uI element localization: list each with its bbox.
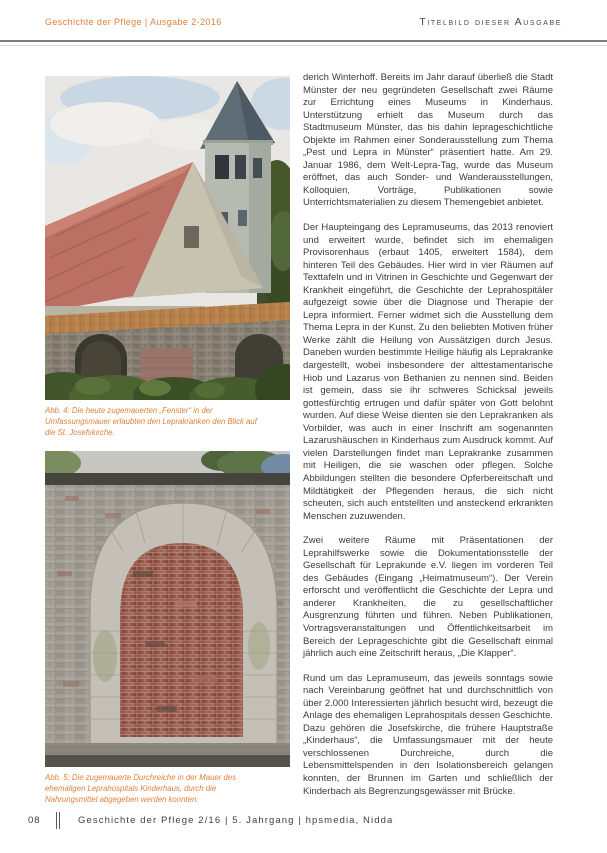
article-paragraph: Der Haupteingang des Lepramuseums, das 2013 renoviert und erweitert wurde, befindet sich im ehemaligen Provisorenhaus (erbaut 1405, erweitert 1584), dem hinteren Teil des Gebäudes. Hier wird in vier Räumen auf Texttafeln und in Vitrinen in Geschichte und Gegenwart der Krankheit eingeführt, die Geschichte der Leprahospitäler aufgezeigt sowie über die Diagnose und Therapie der Lepra informiert. Ferner widmet sich die Ausstellung dem Thema Lepra in der Kunst. Zu den beliebten Motiven früher Werke zählt die Heilung von Aussätzigen durch Jesus. Daneben wurden bestimmte Heilige häufig als Leprakranke dargestellt, wobei insbesondere der alttestamentarische Hiob und Lazarus von Bethanien zu nennen sind. Beiden ist gemein, dass sie ihr schweres Schicksal jeweils gottesfürchtig ertrugen und dafür später von Gott belohnt wurden. Auf diese Weise dienten sie den Leprakranken als Vorbilder, was auch in einer Inschrift am sogenannten Lazarushäuschen in Kinderhaus zum Ausdruck kommt. Auf vielen Darstellungen findet man Leprakranke zusammen mit Heiligen, die sie waschen oder pflegen. Solche Abbildungen stellten die besondere Opferbereitschaft und Mildtätigkeit der Pflegenden heraus, die sich nicht scheuten, sich auch entstellten und ansteckend erkrankten Menschen zuzuwenden. <box>303 222 553 522</box>
footer-divider <box>56 812 60 829</box>
article-paragraph: derich Winterhoff. Bereits im Jahr darauf überließ die Stadt Münster der neu gegründeten Gesellschaft zwei Räume zur Errichtung eines Museums in Kinderhaus. Unterstützung erhielt das Museum durch das Stadtmuseum Münster, das bis dahin leprageschichtliche Objekte im Rahmen einer Sonderausstellung zum Thema „Pest und Lepra in Münster“ präsentiert hatte. Am 29. Januar 1986, dem Welt-Lepra-Tag, wurde das Museum eröffnet, das auch Sonder- und Wanderausstellungen, Kolloquien, Vorträge, Publikationen sowie Unterrichtsmaterialien zu diesem Themengebiet anbietet. <box>303 72 553 209</box>
figure-column <box>45 76 290 805</box>
church-photo-image <box>45 76 290 400</box>
header-rule-light <box>0 45 607 46</box>
figure-church-caption: Abb. 4: Die heute zugemauerten „Fenster“ in der Umfassungsmauer erlaubten den Leprakranken den Blick auf die St. Josefskirche. <box>45 406 257 437</box>
article-paragraph: Zwei weitere Räume mit Präsentationen der Leprahilfswerke sowie die Dokumentationsstelle der Gesellschaft für Leprakunde e.V. liegen im vorderen Teil des Gebäudes (Eingang „Heimatmuseum“). Der Verein erforscht und veröffentlicht die Geschichte der Lepra und anderer Krankheiten, die zu gesellschaftlicher Ausgrenzung führten und führen. Neben Publikationen, Vortragsveranstaltungen und Öffentlichkeitsarbeit im Bereich der Leprageschichte gibt die Gesellschaft einmal jährlich auch eine Zeitschrift heraus, „Die Klapper“. <box>303 535 553 660</box>
page-number: 08 <box>28 815 41 826</box>
figure-arch-caption: Abb. 5: Die zugemauerte Durchreiche in der Mauer des ehemaligen Leprahospitals Kinderhaus, durch die Nahrungsmittel abgegeben werden konnten. <box>45 773 237 804</box>
header-issue-label: Geschichte der Pflege | Ausgabe 2-2016 <box>45 17 222 27</box>
figure-church <box>45 76 290 438</box>
page-header <box>45 16 562 28</box>
figure-arch <box>45 451 290 805</box>
footer-journal-line: Geschichte der Pflege 2/16 | 5. Jahrgang | hpsmedia, Nidda <box>78 815 394 826</box>
arch-photo-image <box>45 451 290 767</box>
page-footer <box>28 812 393 829</box>
header-rule-dark <box>0 40 607 42</box>
article-paragraph: Rund um das Lepramuseum, das jeweils sonntags sowie nach Vereinbarung geöffnet hat und durchschnittlich von über 2.000 Interessierten jährlich besucht wird, bezeugt die Anlage des ehemaligen Leprahospitals dessen Geschichte. Dazu gehören die Josefskirche, die frühere Hauptstraße „Kinderhaus“, die Umfassungsmauer mit der heute verschlossenen Durchreiche, durch die Lebensmittelspenden in den Isolationsbereich gelangen konnten, der Brunnen im Garten und schließlich der Kinderbach als Begrenzungsgewässer mit Brücke. <box>303 672 553 797</box>
article-text-column <box>303 72 553 810</box>
header-section-label: Titelbild dieser Ausgabe <box>419 16 562 28</box>
